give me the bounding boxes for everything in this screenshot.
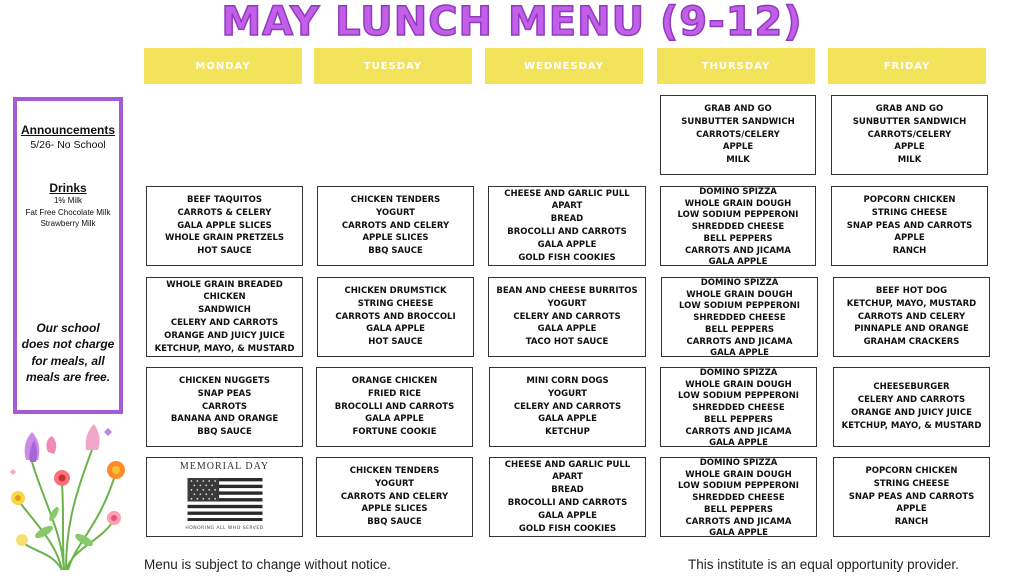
menu-line: SNAP PEAS AND CARROTS bbox=[848, 491, 975, 502]
menu-line: LOW SODIUM PEPPERONI bbox=[677, 210, 799, 221]
menu-cell-tuesday-week1 bbox=[317, 186, 474, 266]
menu-line: APPLE bbox=[894, 233, 925, 244]
flower-bouquet-icon bbox=[4, 422, 132, 572]
menu-line: BELL PEPPERS bbox=[703, 414, 774, 425]
menu-line: SANDWICH bbox=[198, 305, 251, 316]
drink-item: Fat Free Chocolate Milk bbox=[25, 207, 111, 217]
menu-line: GALA APPLE bbox=[537, 239, 597, 250]
menu-line: CELERY AND CARROTS bbox=[513, 401, 622, 412]
menu-cell-friday-week1 bbox=[831, 186, 988, 266]
menu-cell-monday-week2 bbox=[146, 277, 303, 357]
menu-line: DOMINO SPIZZA bbox=[699, 368, 778, 378]
menu-cell-thursday-week0 bbox=[660, 95, 816, 175]
menu-line: GALA APPLE SLICES bbox=[177, 220, 272, 231]
drink-item: Strawberry Milk bbox=[40, 219, 96, 228]
menu-line: YOGURT bbox=[376, 207, 415, 218]
menu-line: SHREDDED CHEESE bbox=[691, 222, 785, 233]
menu-line: CARROTS AND CELERY bbox=[340, 491, 449, 502]
menu-line: FRIED RICE bbox=[367, 388, 422, 399]
menu-line: KETCHUP, MAYO, & MUSTARD bbox=[154, 343, 295, 354]
menu-line: STRING CHEESE bbox=[357, 298, 434, 309]
menu-line: GALA APPLE bbox=[708, 257, 768, 266]
menu-line: MILK bbox=[897, 155, 922, 166]
menu-line: CARROTS AND BROCCOLI bbox=[335, 311, 456, 322]
menu-line: GALA APPLE bbox=[709, 528, 768, 537]
menu-line: MINI CORN DOGS bbox=[526, 376, 609, 386]
day-header-tuesday: TUESDAY bbox=[314, 48, 472, 84]
announcements-panel bbox=[13, 97, 123, 414]
menu-line: GRAHAM CRACKERS bbox=[863, 337, 960, 348]
menu-line: GRAB AND GO bbox=[704, 104, 772, 114]
menu-line: CHICKEN TENDERS bbox=[349, 466, 440, 476]
menu-line: APPLE SLICES bbox=[362, 233, 429, 244]
menu-line: BELL PEPPERS bbox=[703, 233, 773, 244]
menu-cell-thursday-week2 bbox=[661, 277, 818, 357]
menu-line: KETCHUP, MAYO, & MUSTARD bbox=[841, 420, 982, 431]
menu-cell-friday-week2 bbox=[833, 277, 990, 357]
menu-line: GRAB AND GO bbox=[875, 104, 944, 114]
menu-line: SNAP PEAS bbox=[197, 388, 252, 399]
menu-line: CHICKEN TENDERS bbox=[350, 195, 441, 205]
menu-line: CARROTS AND CELERY bbox=[341, 220, 450, 231]
menu-line: WHOLE GRAIN PRETZELS bbox=[164, 233, 285, 244]
day-header-wednesday: WEDNESDAY bbox=[485, 48, 643, 84]
menu-cell-wednesday-week1 bbox=[488, 186, 646, 266]
menu-line: BROCOLLI AND CARROTS bbox=[507, 227, 627, 237]
menu-line: DOMINO SPIZZA bbox=[699, 458, 778, 468]
menu-line: CELERY AND CARROTS bbox=[857, 395, 966, 406]
menu-line: GALA APPLE bbox=[710, 348, 769, 357]
menu-line: SUNBUTTER SANDWICH bbox=[681, 116, 795, 127]
menu-line: BBQ SAUCE bbox=[197, 427, 252, 438]
menu-line: CARROTS AND JICAMA bbox=[685, 245, 791, 256]
menu-line: BREAD bbox=[550, 214, 584, 225]
menu-line: WHOLE GRAIN DOUGH bbox=[686, 289, 793, 300]
menu-line: CARROTS AND JICAMA bbox=[685, 426, 792, 437]
menu-line: BREAD bbox=[551, 485, 584, 496]
menu-line: BBQ SAUCE bbox=[367, 517, 422, 528]
menu-line: DOMINO SPIZZA bbox=[699, 187, 777, 197]
menu-line: BEAN AND CHEESE BURRITOS bbox=[496, 286, 638, 296]
menu-line: BBQ SAUCE bbox=[368, 246, 423, 257]
menu-cell-friday-week3 bbox=[833, 367, 990, 447]
menu-line: APPLE bbox=[722, 142, 754, 153]
holiday-subtitle: HONORING ALL WHO SERVED bbox=[185, 526, 264, 532]
menu-line: CHEESE AND GARLIC PULL APART bbox=[504, 188, 630, 212]
announcement-text: 5/26- No School bbox=[30, 139, 106, 151]
menu-line: SHREDDED CHEESE bbox=[693, 313, 786, 324]
menu-line: YOGURT bbox=[547, 298, 587, 309]
menu-line: WHOLE GRAIN DOUGH bbox=[685, 379, 792, 390]
menu-line: HOT SAUCE bbox=[197, 246, 252, 257]
menu-cell-thursday-week3 bbox=[660, 367, 817, 447]
menu-line: SUNBUTTER SANDWICH bbox=[852, 116, 967, 127]
menu-line: CHEESE AND GARLIC PULL APART bbox=[504, 459, 631, 483]
holiday-title: MEMORIAL DAY bbox=[179, 461, 270, 472]
us-flag-icon bbox=[187, 478, 263, 521]
menu-line: MILK bbox=[726, 155, 750, 166]
menu-line: GALA APPLE bbox=[538, 414, 597, 425]
menu-line: BELL PEPPERS bbox=[704, 324, 775, 335]
menu-cell-monday-week3 bbox=[146, 367, 303, 447]
menu-line: GOLD FISH COOKIES bbox=[518, 523, 617, 534]
announcements-heading: Announcements bbox=[20, 123, 115, 137]
menu-line: ORANGE AND JUICY JUICE bbox=[851, 408, 972, 418]
menu-line: KETCHUP, MAYO, MUSTARD bbox=[846, 298, 977, 309]
menu-line: KETCHUP bbox=[545, 427, 590, 438]
day-header-thursday: THURSDAY bbox=[657, 48, 815, 84]
menu-cell-tuesday-week2 bbox=[317, 277, 474, 357]
menu-line: CELERY AND CARROTS bbox=[170, 318, 279, 328]
menu-line: ORANGE AND JUICY JUICE bbox=[164, 330, 285, 341]
free-meals-note: Our school does not charge for meals, all meals are free. bbox=[21, 320, 115, 384]
menu-line: SNAP PEAS AND CARROTS bbox=[846, 220, 973, 231]
menu-line: BANANA AND ORANGE bbox=[170, 414, 279, 425]
menu-cell-wednesday-week4 bbox=[489, 457, 646, 537]
footer-disclaimer: Menu is subject to change without notice. bbox=[144, 557, 391, 572]
menu-line: LOW SODIUM PEPPERONI bbox=[678, 391, 799, 402]
menu-line: CARROTS/CELERY bbox=[696, 129, 780, 140]
menu-line: CELERY AND CARROTS bbox=[513, 311, 621, 322]
menu-line: CARROTS/CELERY bbox=[867, 129, 952, 140]
menu-cell-thursday-week4 bbox=[660, 457, 817, 537]
menu-cell-tuesday-week4 bbox=[316, 457, 473, 537]
menu-line: WHOLE GRAIN DOUGH bbox=[685, 469, 792, 480]
menu-line: DOMINO SPIZZA bbox=[700, 278, 779, 288]
menu-line: GALA APPLE bbox=[538, 510, 597, 521]
menu-line: WHOLE GRAIN BREADED CHICKEN bbox=[166, 279, 283, 303]
menu-line: BROCOLLI AND CARROTS bbox=[507, 498, 628, 508]
menu-line: ORANGE CHICKEN bbox=[351, 376, 438, 386]
menu-line: CHICKEN DRUMSTICK bbox=[344, 286, 447, 296]
menu-line: PINNAPLE AND ORANGE bbox=[854, 324, 969, 335]
menu-line: CARROTS bbox=[201, 401, 248, 412]
menu-line: BEEF HOT DOG bbox=[875, 286, 948, 296]
menu-line: LOW SODIUM PEPPERONI bbox=[678, 481, 799, 492]
menu-line: YOGURT bbox=[548, 388, 587, 399]
menu-line: APPLE bbox=[894, 142, 925, 153]
menu-line: STRING CHEESE bbox=[871, 207, 948, 218]
menu-line: WHOLE GRAIN DOUGH bbox=[684, 198, 792, 209]
menu-cell-friday-week4 bbox=[833, 457, 990, 537]
menu-line: CHEESEBURGER bbox=[873, 382, 950, 393]
menu-cell-wednesday-week2 bbox=[488, 277, 646, 357]
menu-line: CHICKEN NUGGETS bbox=[179, 376, 270, 386]
menu-line: CARROTS & CELERY bbox=[177, 207, 272, 218]
menu-cell-friday-week0 bbox=[831, 95, 988, 175]
menu-cell-thursday-week1 bbox=[660, 186, 816, 266]
menu-line: SHREDDED CHEESE bbox=[692, 403, 785, 414]
menu-cell-wednesday-week3 bbox=[489, 367, 646, 447]
menu-line: RANCH bbox=[892, 246, 927, 257]
menu-line: GALA APPLE bbox=[365, 414, 424, 425]
menu-line: HOT SAUCE bbox=[368, 337, 423, 348]
menu-line: CARROTS AND JICAMA bbox=[685, 516, 792, 527]
menu-cell-tuesday-week3 bbox=[316, 367, 473, 447]
day-header-monday: MONDAY bbox=[144, 48, 302, 84]
menu-line: POPCORN CHICKEN bbox=[865, 466, 958, 476]
menu-line: BEEF TAQUITOS bbox=[186, 195, 262, 205]
menu-line: LOW SODIUM PEPPERONI bbox=[679, 301, 800, 312]
day-header-friday: FRIDAY bbox=[828, 48, 986, 84]
drink-item: 1% Milk bbox=[53, 196, 82, 205]
menu-line: BROCOLLI AND CARROTS bbox=[334, 401, 455, 412]
footer-equal-opportunity: This institute is an equal opportunity provider. bbox=[688, 557, 959, 572]
menu-line: FORTUNE COOKIE bbox=[352, 427, 437, 438]
menu-line: SHREDDED CHEESE bbox=[692, 493, 785, 504]
menu-line: APPLE bbox=[896, 504, 927, 515]
menu-line: GALA APPLE bbox=[709, 438, 768, 447]
menu-cell-monday-week1 bbox=[146, 186, 303, 266]
menu-line: POPCORN CHICKEN bbox=[863, 195, 956, 205]
menu-line: APPLE SLICES bbox=[361, 504, 428, 515]
menu-line: TACO HOT SAUCE bbox=[525, 337, 609, 348]
memorial-day-cell bbox=[146, 457, 303, 537]
menu-line: YOGURT bbox=[375, 478, 414, 489]
menu-line: STRING CHEESE bbox=[873, 478, 950, 489]
menu-line: GALA APPLE bbox=[366, 324, 425, 335]
menu-line: CARROTS AND CELERY bbox=[857, 311, 966, 322]
menu-line: GALA APPLE bbox=[537, 324, 597, 335]
menu-line: RANCH bbox=[894, 517, 929, 528]
page-title: MAY LUNCH MENU (9-12) bbox=[221, 0, 803, 45]
menu-line: CARROTS AND JICAMA bbox=[686, 336, 793, 347]
menu-line: GOLD FISH COOKIES bbox=[518, 252, 616, 263]
menu-line: BELL PEPPERS bbox=[703, 504, 774, 515]
drinks-heading: Drinks bbox=[49, 181, 87, 195]
